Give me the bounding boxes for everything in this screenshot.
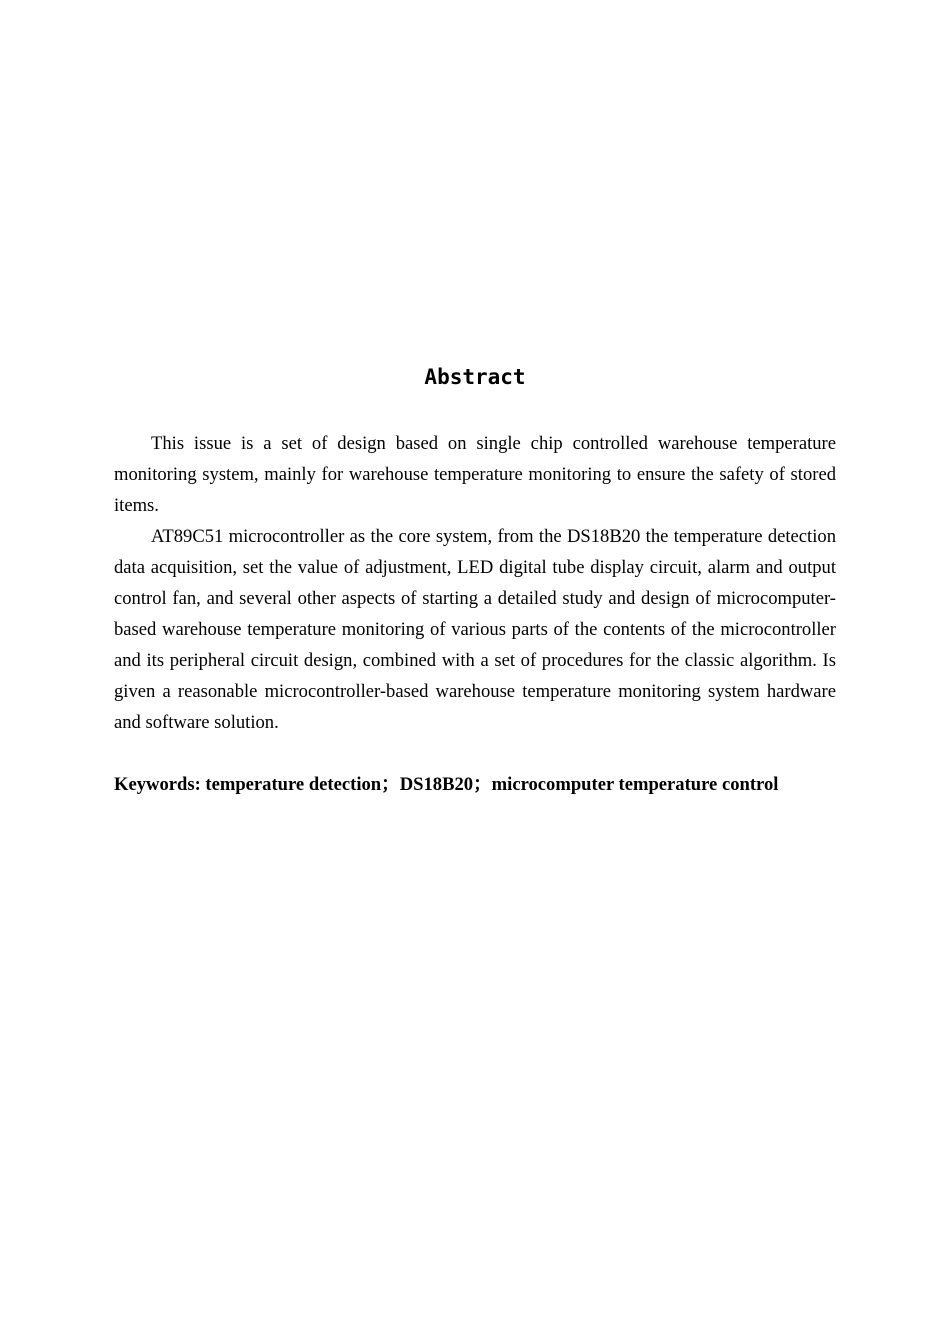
abstract-paragraph-2: AT89C51 microcontroller as the core system, from the DS18B20 the temperature detection data acquisition, set the value of adjustment, LED digital tube display circuit, alarm and output control fan, and several other aspects of starting a detailed study and design of microcomputer-based warehouse temperature monitoring of various parts of the contents of the microcontroller and its peripheral circuit design, combined with a set of procedures for the classic algorithm. Is given a reasonable microcontroller-based warehouse temperature monitoring system hardware and software solution. — [114, 526, 836, 733]
keywords-line: Keywords: temperature detection；DS18B20；microcomputer temperature control — [114, 774, 779, 795]
abstract-body — [114, 428, 836, 800]
abstract-paragraph-1: This issue is a set of design based on single chip controlled warehouse temperature monitoring system, mainly for warehouse temperature monitoring to ensure the safety of stored items. — [114, 433, 836, 516]
abstract-title: Abstract — [424, 365, 526, 389]
